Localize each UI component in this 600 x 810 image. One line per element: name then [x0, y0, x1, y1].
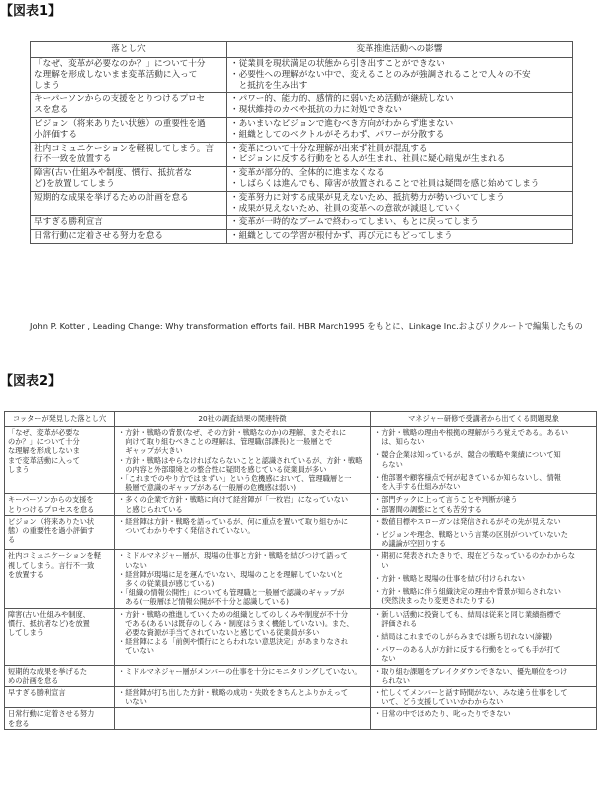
pitfall-cell-line: 視してしまう。言行不一致 — [8, 560, 95, 570]
survey-cell-line: ・方針・戦略の推進していくための組織としてのしくみや制度が不十分 — [118, 609, 349, 619]
impact-cell-line: ・ビジョンに反する行動をとる人が生まれ、社員に疑心暗鬼が生まれる — [230, 154, 506, 165]
pitfall-cell — [31, 230, 227, 244]
manager-cell-line: は、知らない — [374, 437, 425, 447]
pitfall-cell-line: を怠る — [8, 718, 30, 728]
pitfall-cell-line: 行不一致を放置する — [34, 154, 112, 165]
impact-cell-line: ・変革が部分的、全体的に進まなくなる — [230, 168, 385, 179]
survey-cell-line: ・経営陣による「前例や慣行にとらわれない意思決定」があまりなされ — [118, 637, 349, 647]
impact-cell-line: ・組織としてのベクトルがそろわず、パワーが分散する — [230, 129, 445, 140]
manager-cell — [371, 427, 597, 494]
survey-cell-line: ・ミドルマネジャー層が、現場の仕事と方針・戦略を結びつけて語って — [118, 551, 348, 561]
figure1-caption: John P. Kotter , Leading Change: Why transformation efforts fail. HBR March1995 をもとに、Linkage Inc.およびリクルートで編集したもの — [30, 321, 583, 331]
figure2-table — [4, 411, 597, 730]
manager-cell-line: られない — [374, 675, 410, 685]
table-row — [31, 58, 573, 93]
pitfall-cell-line: スを怠る — [34, 105, 69, 116]
pitfall-cell-line: ビジョン（将来ありたい状態）の重要性を過 — [34, 118, 206, 129]
survey-cell-line: ていない — [118, 646, 154, 656]
pitfall-cell-line: な理解を形成しないまま変革活動に入って — [34, 69, 198, 80]
pitfall-cell-line: な理解を形成しないま — [8, 446, 80, 456]
survey-cell-line: ・経営陣は方針・戦略を語っているが、何に重点を置いて取り組むかに — [118, 516, 349, 526]
table-row — [31, 142, 573, 167]
pitfall-cell-line: 態）の重要性を過小評価す — [8, 526, 95, 536]
manager-cell — [371, 550, 597, 608]
impact-cell-line: ・しばらくは進んでも、障害が放置されることで社員は疑問を感じ始めてしまう — [230, 178, 540, 189]
survey-cell-line: 多くの従業員が感じている) — [118, 579, 215, 589]
manager-cell — [371, 494, 597, 515]
impact-cell — [227, 142, 573, 167]
impact-cell — [227, 230, 573, 244]
manager-cell — [371, 665, 597, 686]
pitfall-cell-line: 早すぎる勝利宣言 — [34, 217, 103, 228]
impact-cell-line: ・現状維持のカベや抵抗の力に対処できない — [230, 105, 402, 116]
manager-cell-line: ・新しい活動に投資しても、結局は従来と同じ業績指標で — [374, 609, 561, 619]
pitfall-cell — [5, 708, 115, 729]
survey-cell — [115, 427, 371, 494]
pitfall-cell-line: 日常行動に定着させる努力 — [8, 709, 95, 719]
figure2-header-pitfall: コッターが発見した落とし穴 — [5, 412, 115, 427]
manager-cell-line: め議論が空回りする — [374, 539, 446, 549]
survey-cell-line: いない — [118, 697, 147, 707]
manager-cell-line: ・期初に発表されたきりで、現在どうなっているのかわからな — [374, 551, 576, 561]
survey-cell-line: ・「組織の情報公開性」についても管理職と一般層で認識のギャップが — [118, 588, 345, 598]
figure2-header-survey: 20社の調査結果の関連特徴 — [115, 412, 371, 427]
pitfall-cell-line: 短期的な成果を挙げるための計画を怠る — [34, 192, 189, 203]
pitfall-cell-line: キーパーソンからの支援をとりつけるプロセ — [34, 94, 206, 105]
pitfall-cell — [5, 608, 115, 665]
survey-cell — [115, 494, 371, 515]
pitfall-cell — [5, 427, 115, 494]
impact-cell-line: ・変革が一時的なブームで終わってしまい、もとに戻ってしまう — [230, 217, 479, 228]
manager-cell-line: ・方針・戦略に伴う組織決定の理由や背景が知らされない — [374, 587, 561, 597]
table-row — [5, 427, 597, 494]
pitfall-cell — [5, 550, 115, 608]
manager-cell-line: を入手する仕組みがない — [374, 482, 461, 492]
manager-cell-line: い — [374, 560, 389, 570]
survey-cell — [115, 708, 371, 729]
manager-cell — [371, 608, 597, 665]
table-row — [5, 608, 597, 665]
manager-cell-line: ・方針・戦略と現場の仕事を結び付けられない — [374, 573, 525, 583]
pitfall-cell-line: 慣行、抵抗者など)を放置 — [8, 618, 90, 628]
manager-cell-line: ・方針・戦略の理由や根拠の理解がうろ覚えである。あるい — [374, 428, 569, 437]
figure1-title: 【図表1】 — [0, 4, 62, 19]
survey-cell — [115, 550, 371, 608]
survey-cell-line: いない — [118, 560, 147, 570]
pitfall-cell-line: してしまう — [8, 628, 44, 638]
pitfall-cell — [31, 191, 227, 216]
survey-cell-line: ギャップが大きい — [118, 446, 183, 456]
impact-cell — [227, 58, 573, 93]
pitfall-cell-line: ビジョン（将来ありたい状 — [8, 516, 95, 526]
survey-cell-line: ・方針・戦略の背景(なぜ、その方針・戦略なのか)の理解、またそれに — [118, 428, 347, 437]
figure2-header-manager: マネジャー研修で受講者から出てくる問題現象 — [371, 412, 597, 427]
pitfall-cell — [31, 216, 227, 230]
pitfall-cell-line: 「なぜ、変革が必要な — [8, 428, 80, 437]
pitfall-cell-line: る — [8, 535, 16, 545]
survey-cell-line: ・多くの企業で方針・戦略に向けて経営陣が「一枚岩」になっていない — [118, 495, 349, 505]
survey-cell-line: ・方針・戦略はやらなければならないことと認識されているが、方針・戦略 — [118, 455, 363, 465]
pitfall-cell-line: 早すぎる勝利宣言 — [8, 688, 66, 698]
impact-cell — [227, 117, 573, 142]
pitfall-cell-line: しまう — [34, 80, 60, 91]
pitfall-cell — [31, 142, 227, 167]
table-row — [5, 687, 597, 708]
pitfall-cell-line: 社内コミュニケーションを軽 — [8, 551, 102, 561]
survey-cell-line: ・経営陣が打ち出した方針・戦略の成功・失敗をきちんとふりかえって — [118, 688, 349, 698]
impact-cell-line: ・変革努力に対する成果が見えないため、抵抗勢力が勢いづいてしまう — [230, 192, 505, 203]
survey-cell-line: と感じられている — [118, 504, 183, 514]
table-row — [31, 216, 573, 230]
manager-cell-line: ・部署間の調整にとても苦労する — [374, 504, 482, 514]
manager-cell — [371, 687, 597, 708]
manager-cell-line: ・部門チックに上って言うことや判断が違う — [374, 495, 518, 505]
pitfall-cell-line: 小評価する — [34, 129, 77, 140]
table-row — [5, 708, 597, 729]
impact-cell — [227, 191, 573, 216]
manager-cell-line: ない — [374, 654, 396, 664]
manager-cell-line: いて、どう支援していいかわからない — [374, 697, 504, 707]
impact-cell — [227, 93, 573, 118]
survey-cell-line: ある(一般層ほど情報公開が不十分と認識している) — [118, 597, 289, 607]
pitfall-cell — [5, 494, 115, 515]
survey-cell-line: ・ミドルマネジャー層がメンバーの仕事を十分にモニタリングしていない。 — [118, 666, 362, 676]
table-row — [5, 550, 597, 608]
survey-cell — [115, 687, 371, 708]
survey-cell-line: ・「これまでのやり方ではまずい」という危機感において、管理職層と一 — [118, 474, 352, 484]
pitfall-cell — [31, 58, 227, 93]
impact-cell-line: ・従業員を現状満足の状態から引き出すことができない — [230, 59, 445, 69]
manager-cell-line: ・競合企業は知っているが、競合の戦略や業績について知 — [374, 450, 561, 460]
pitfall-cell-line: ど)を放置してしまう — [34, 178, 115, 189]
manager-cell-line: (突然決まったり変更されたりする) — [374, 596, 495, 606]
pitfall-cell-line: 「なぜ、変革が必要なのか？」について十分 — [34, 59, 206, 69]
survey-cell-line: 必要な資源が手当てされていないと感じている従業員が多い — [118, 628, 320, 638]
impact-cell — [227, 216, 573, 230]
table-row — [31, 191, 573, 216]
impact-cell-line: ・パワー的、能力的、感情的に弱いため活動が継続しない — [230, 94, 454, 105]
table-row — [31, 167, 573, 192]
pitfall-cell-line: 日常行動に定着させる努力を怠る — [34, 231, 163, 242]
manager-cell-line: ・数値目標やスローガンは発信されるがその先が見えない — [374, 516, 561, 526]
survey-cell-line: 般層で意識のギャップがある(一般層の危機感は弱い) — [118, 483, 297, 493]
manager-cell-line: 評価される — [374, 618, 418, 628]
figure1-header-pitfall: 落とし穴 — [31, 42, 227, 58]
pitfall-cell — [5, 687, 115, 708]
pitfall-cell-line: キーパーソンからの支援を — [8, 495, 94, 505]
survey-cell-line: である(あるいは既存のしくみ・制度はうまく機能していない)。また、 — [118, 618, 354, 628]
pitfall-cell-line: とりつけるプロセスを怠る — [8, 504, 95, 514]
pitfall-cell-line: 短期的な成果を挙げるた — [8, 666, 88, 676]
pitfall-cell-line: 障害(古い仕組みや制度、慣行、抵抗者な — [34, 168, 193, 179]
survey-cell-line: ついてわかりやすく発信されていない。 — [118, 526, 255, 536]
survey-cell-line — [118, 709, 367, 713]
impact-cell-line: ・成果が見えないため、社員の変革への意欲が減退していく — [230, 203, 462, 214]
pitfall-cell — [5, 665, 115, 686]
impact-cell-line: と抵抗を生み出す — [230, 80, 308, 91]
pitfall-cell-line: めの計画を怠る — [8, 675, 59, 685]
manager-cell — [371, 515, 597, 550]
manager-cell-line: ・ビジョンや理念、戦略という言葉の区別がついていないた — [374, 530, 568, 540]
table-row — [5, 494, 597, 515]
survey-cell — [115, 665, 371, 686]
pitfall-cell-line: を放置する — [8, 569, 44, 579]
table-row — [31, 230, 573, 244]
impact-cell — [227, 167, 573, 192]
manager-cell — [371, 708, 597, 729]
survey-cell-line: ・経営陣が現場に足を運んでいない、現場のことを理解していない(と — [118, 569, 344, 579]
figure2-title: 【図表2】 — [0, 374, 62, 389]
impact-cell-line: ・変革について十分な理解が出来ず社員が混乱する — [230, 143, 428, 154]
table-row — [31, 93, 573, 118]
pitfall-cell-line: のか？」について十分 — [8, 437, 80, 447]
pitfall-cell — [31, 117, 227, 142]
table-row — [31, 117, 573, 142]
manager-cell-line: ・他部署や顧客様点で何が起きているか知らないし、情報 — [374, 472, 561, 482]
survey-cell-line: の内容と外部環境との整合性に疑問を感じている従業員が多い — [118, 464, 327, 474]
impact-cell-line: ・あいまいなビジョンで進むべき方向がわからず進まない — [230, 118, 454, 129]
impact-cell-line: ・必要性への理解がない中で、変えることのみが強調されることで人々の不安 — [230, 69, 531, 80]
pitfall-cell — [31, 167, 227, 192]
pitfall-cell-line: 障害(古い仕組みや制度、 — [8, 609, 90, 619]
figure1-table — [30, 41, 573, 244]
pitfall-cell — [5, 515, 115, 550]
manager-cell-line: ・結局はこれまでのしがらみまでは断ち切れない(諦観) — [374, 632, 553, 642]
pitfall-cell — [31, 93, 227, 118]
manager-cell-line: ・取り組む課題をブレイクダウンできない、優先順位をつけ — [374, 666, 568, 676]
survey-cell-line: 向けて取り組むべきことの理解は、管理職(部課長)と一般層とで — [118, 437, 333, 447]
pitfall-cell-line: しまう — [8, 464, 30, 474]
survey-cell — [115, 608, 371, 665]
manager-cell-line: ・パワーのある人が方針に反する行動をとっても手が打て — [374, 645, 561, 655]
table-row — [5, 515, 597, 550]
pitfall-cell-line: まで変革活動に入って — [8, 455, 80, 465]
pitfall-cell-line: 社内コミュニケーションを軽視してしまう。言 — [34, 143, 214, 154]
manager-cell-line: ・日常の中でほめたり、叱ったりできない — [374, 709, 511, 719]
impact-cell-line: ・組織としての学習が根付かず、再び元にもどってしまう — [230, 231, 453, 242]
figure1-header-impact: 変革推進活動への影響 — [227, 42, 573, 58]
manager-cell-line: らない — [374, 459, 403, 469]
survey-cell — [115, 515, 371, 550]
table-row — [5, 665, 597, 686]
manager-cell-line: ・忙しくてメンバーと話す時間がない、みな違う仕事をして — [374, 688, 568, 698]
